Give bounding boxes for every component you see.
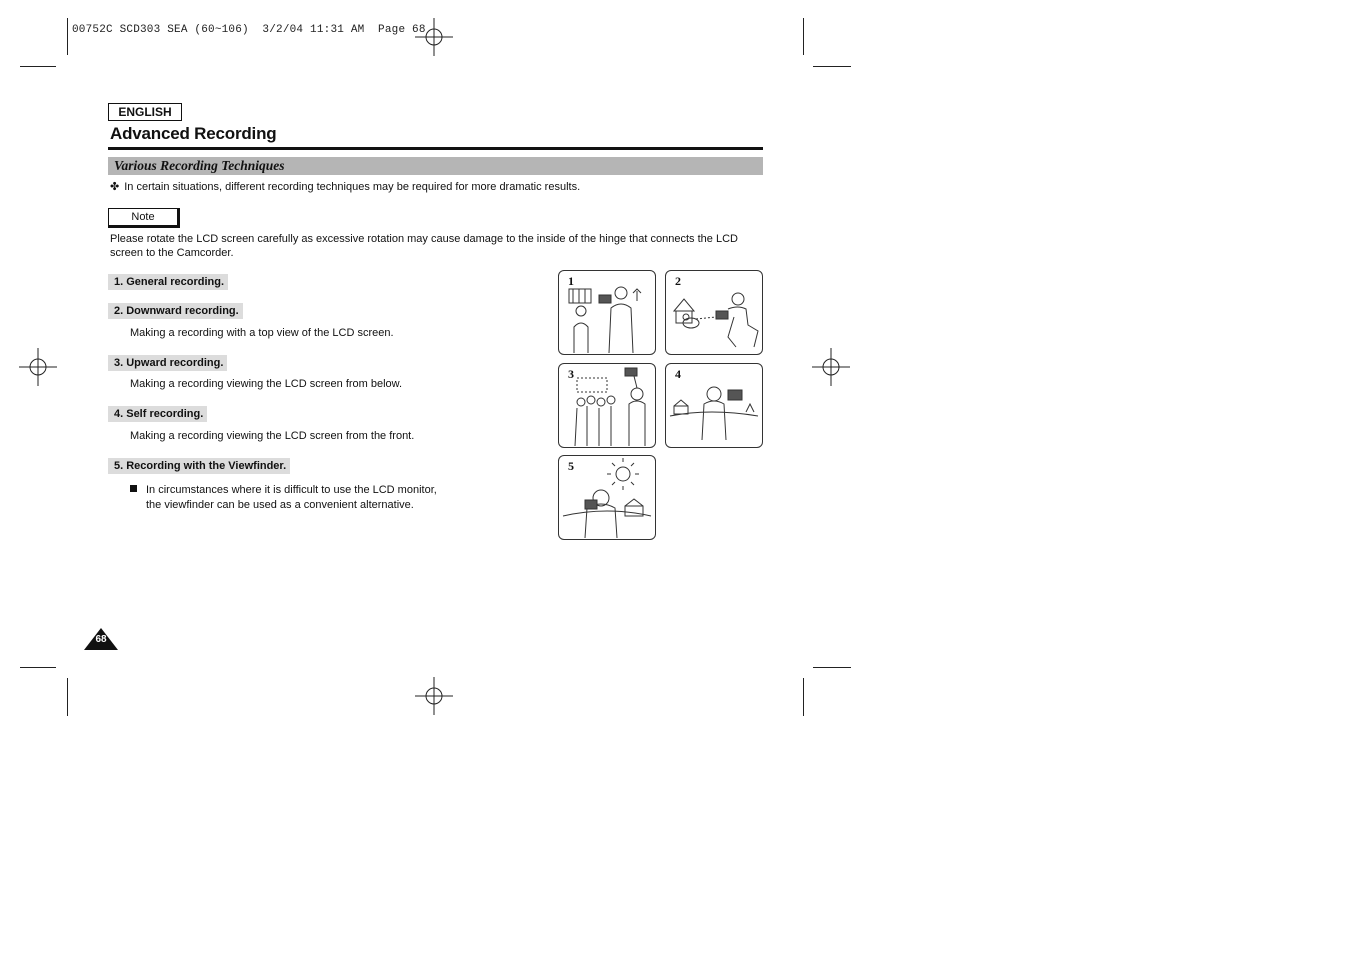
illustration-number: 3 [568, 367, 574, 381]
illustration-number: 4 [675, 367, 681, 381]
title-rule [108, 147, 763, 150]
illustration-number: 2 [675, 274, 681, 288]
step-upward-recording: 3. Upward recording. [108, 355, 227, 371]
step-viewfinder-recording: 5. Recording with the Viewfinder. [108, 458, 290, 474]
illustration-number: 5 [568, 459, 574, 473]
section-title: Various Recording Techniques [114, 158, 285, 173]
step-general-recording: 1. General recording. [108, 274, 228, 290]
viewfinder-bullet-line2: the viewfinder can be used as a convenient alternative. [146, 499, 414, 511]
registration-mark-icon [415, 677, 453, 715]
page-title: Advanced Recording [110, 124, 277, 143]
illustration-panel-3 [558, 363, 656, 448]
cross-bullet-icon: ✤ [110, 181, 120, 193]
square-bullet-icon [130, 485, 137, 492]
step-downward-description: Making a recording with a top view of the LCD screen. [130, 327, 394, 339]
intro-paragraph [110, 180, 580, 193]
illustration-number: 1 [568, 274, 574, 288]
illustration-panel-2 [665, 270, 763, 355]
illustration-panel-5 [558, 455, 656, 540]
step-self-recording: 4. Self recording. [108, 406, 207, 422]
language-badge: ENGLISH [108, 103, 182, 121]
viewfinder-bullet [130, 483, 437, 513]
note-text: Please rotate the LCD screen carefully as excessive rotation may cause damage to the inside of the hinge that connects the LCD screen to the Camcorder. [110, 233, 738, 259]
page-number: 68 [95, 634, 107, 645]
step-downward-recording: 2. Downward recording. [108, 303, 243, 319]
registration-mark-icon [19, 348, 57, 386]
illustration-panel-1 [558, 270, 656, 355]
step-upward-description: Making a recording viewing the LCD screen from below. [130, 378, 403, 390]
printer-slug: 00752C SCD303 SEA (60~106) 3/2/04 11:31 AM Page 68 [72, 24, 426, 36]
note-label: Note [108, 208, 180, 228]
illustration-panel-4 [665, 363, 763, 448]
viewfinder-bullet-line1: In circumstances where it is difficult to use the LCD monitor, [146, 484, 437, 496]
registration-mark-icon [415, 18, 453, 56]
step-self-description: Making a recording viewing the LCD screen from the front. [130, 430, 415, 442]
registration-mark-icon [812, 348, 850, 386]
intro-text: In certain situations, different recording techniques may be required for more dramatic results. [124, 181, 581, 193]
